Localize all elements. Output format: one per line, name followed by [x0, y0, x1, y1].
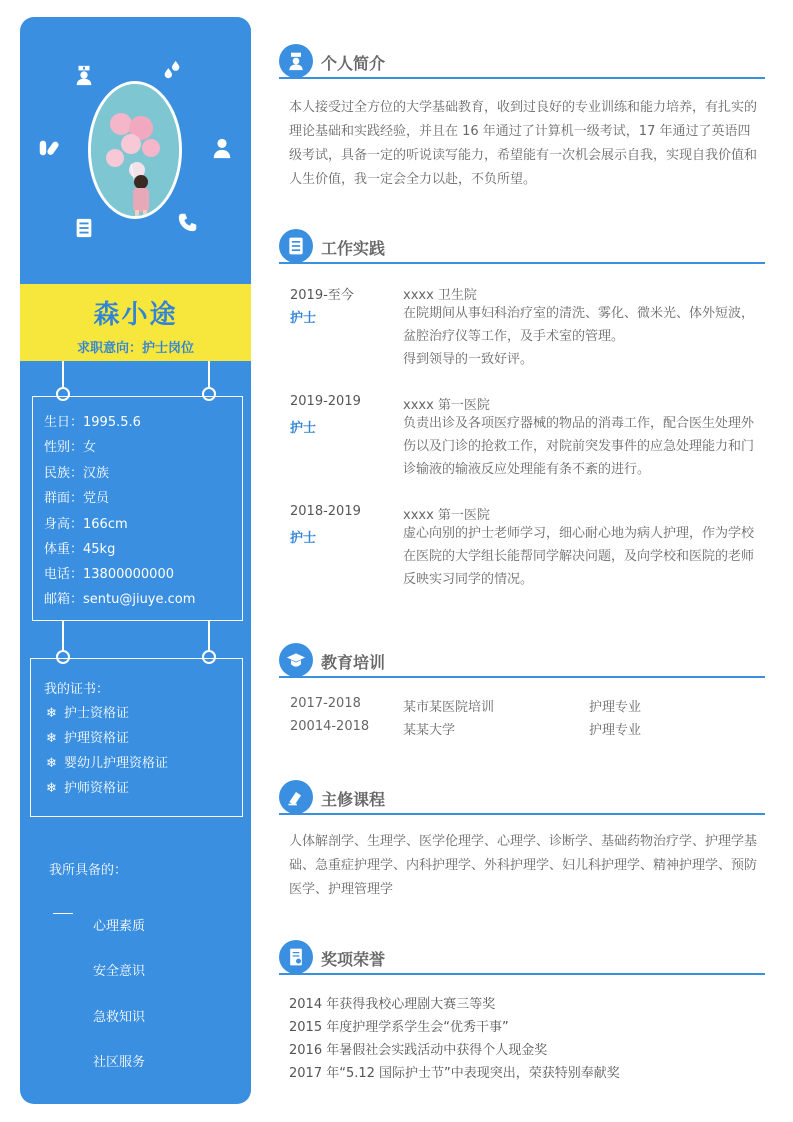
- job-org: xxxx 卫生院: [403, 288, 477, 303]
- job-date: 2019-至今: [290, 288, 354, 303]
- edu-school: 某市某医院培训: [403, 700, 495, 715]
- connector-line: [208, 361, 210, 389]
- edu-major: 护理专业: [589, 723, 642, 738]
- job-date: 2019-2019: [290, 394, 361, 409]
- pill-icon: [37, 137, 59, 159]
- document-icon: [73, 217, 95, 239]
- section-title: 主修课程: [321, 790, 386, 809]
- sidebar: [20, 17, 251, 1104]
- info-phone: 电话：13800000000: [44, 567, 174, 582]
- edu-date: 2017-2018: [290, 696, 361, 711]
- certificate-item: ❄ 护理资格证: [46, 731, 130, 746]
- book-icon: [279, 780, 313, 814]
- info-height: 身高：166cm: [44, 517, 128, 532]
- nurse-icon: [73, 64, 95, 86]
- job-date: 2018-2019: [290, 504, 361, 519]
- job-intent: 求职意向：护士岗位: [76, 341, 194, 356]
- snowflake-icon: ❄: [46, 781, 57, 796]
- section-title: 工作实践: [321, 239, 386, 258]
- job-role: 护士: [290, 531, 317, 546]
- section-divider: [279, 77, 765, 79]
- avatar-photo: [91, 84, 182, 219]
- section-work: [279, 229, 765, 265]
- section-title: 教育培训: [321, 653, 386, 672]
- job-org: xxxx 第一医院: [403, 508, 490, 523]
- section-divider: [279, 676, 765, 678]
- certificates-box: [30, 658, 243, 817]
- phone-icon: [177, 211, 199, 233]
- award-item: 2016 年暑假社会实践活动中获得个人现金奖: [289, 1043, 548, 1058]
- info-weight: 体重：45kg: [44, 542, 116, 557]
- section-title: 奖项荣誉: [321, 950, 386, 969]
- job-desc: 在院期间从事妇科治疗室的清洗、雾化、微米光、体外短波， 盆腔治疗仪等工作，及手术室的管理。 得到领导的一致好评。: [403, 306, 755, 367]
- section-divider: [279, 813, 765, 815]
- award-item: 2015 年度护理学系学生会“优秀干事”: [289, 1020, 509, 1035]
- water-drop-icon: [161, 59, 183, 81]
- section-courses: [279, 780, 765, 816]
- info-political: 群面：党员: [44, 491, 110, 506]
- snowflake-icon: ❄: [46, 706, 57, 721]
- info-ethnicity: 民族：汉族: [44, 466, 110, 481]
- edu-school: 某某大学: [403, 723, 456, 738]
- courses-text: 人体解剖学、生理学、医学伦理学、心理学、诊断学、基础药物治疗学、护理学基础、急重症护理学、内科护理学、外科护理学、妇儿科护理学、精神护理学、预防医学、护理管理学: [289, 834, 758, 897]
- graduation-cap-icon: [279, 643, 313, 677]
- job-role: 护士: [290, 311, 317, 326]
- candidate-name: 森小途: [93, 300, 178, 330]
- skill-item: 社区服务: [93, 1055, 146, 1070]
- certificate-item: ❄ 婴幼儿护理资格证: [46, 756, 169, 771]
- certificate-item: ❄ 护士资格证: [46, 706, 130, 721]
- connector-line: [208, 621, 210, 651]
- nurse-icon: [279, 44, 313, 78]
- section-divider: [279, 262, 765, 264]
- job-desc: 负责出诊及各项医疗器械的物品的消毒工作，配合医生处理外 伤以及门诊的抢救工作，对院前突发事件的应急处理能力和门 诊输液的输液反应处理能有条不紊的进行。: [403, 416, 755, 477]
- intro-text: 本人接受过全方位的大学基础教育，收到过良好的专业训练和能力培养，有扎实的理论基础和实践经验，并且在 16 年通过了计算机一级考试，17 年通过了英语四级考试，具备一定的听说读写能力，希望能有一次机会展示自我，实现自我价值和人生价值，我一定会全力以赴，不负所望。: [289, 100, 758, 187]
- document-icon: [279, 229, 313, 263]
- job-desc: 虚心向别的护士老师学习，细心耐心地为病人护理，作为学校 在医院的大学组长能帮同学解决问题，及向学校和医院的老师 反映实习同学的情况。: [403, 526, 755, 587]
- connector-line: [62, 621, 64, 651]
- info-gender: 性别：女: [44, 440, 97, 455]
- info-email: 邮箱：sentu@jiuye.com: [44, 592, 196, 607]
- skill-bar: [53, 913, 73, 914]
- certificates-title: 我的证书：: [44, 682, 110, 697]
- job-role: 护士: [290, 421, 317, 436]
- section-divider: [279, 973, 765, 975]
- info-birthday: 生日：1995.5.6: [44, 415, 141, 430]
- edu-date: 20014-2018: [290, 719, 370, 734]
- certificate-item: ❄ 护师资格证: [46, 781, 130, 796]
- skill-item: 心理素质: [93, 919, 146, 934]
- skills-title: 我所具备的：: [49, 863, 128, 878]
- skill-item: 急救知识: [93, 1010, 146, 1025]
- avatar: [88, 81, 182, 219]
- award-item: 2017 年“5.12 国际护士节”中表现突出，荣获特别奉献奖: [289, 1066, 620, 1081]
- personal-info-box: [32, 396, 243, 621]
- section-awards: [279, 940, 765, 976]
- skill-item: 安全意识: [93, 964, 146, 979]
- award-item: 2014 年获得我校心理剧大赛三等奖: [289, 997, 496, 1012]
- certificate-icon: [279, 940, 313, 974]
- connector-line: [62, 361, 64, 389]
- snowflake-icon: ❄: [46, 731, 57, 746]
- section-education: [279, 643, 765, 679]
- snowflake-icon: ❄: [46, 756, 57, 771]
- doctor-icon: [211, 137, 233, 159]
- section-title: 个人简介: [321, 54, 386, 73]
- edu-major: 护理专业: [589, 700, 642, 715]
- section-intro: [279, 44, 765, 80]
- name-band: [20, 284, 251, 361]
- job-org: xxxx 第一医院: [403, 398, 490, 413]
